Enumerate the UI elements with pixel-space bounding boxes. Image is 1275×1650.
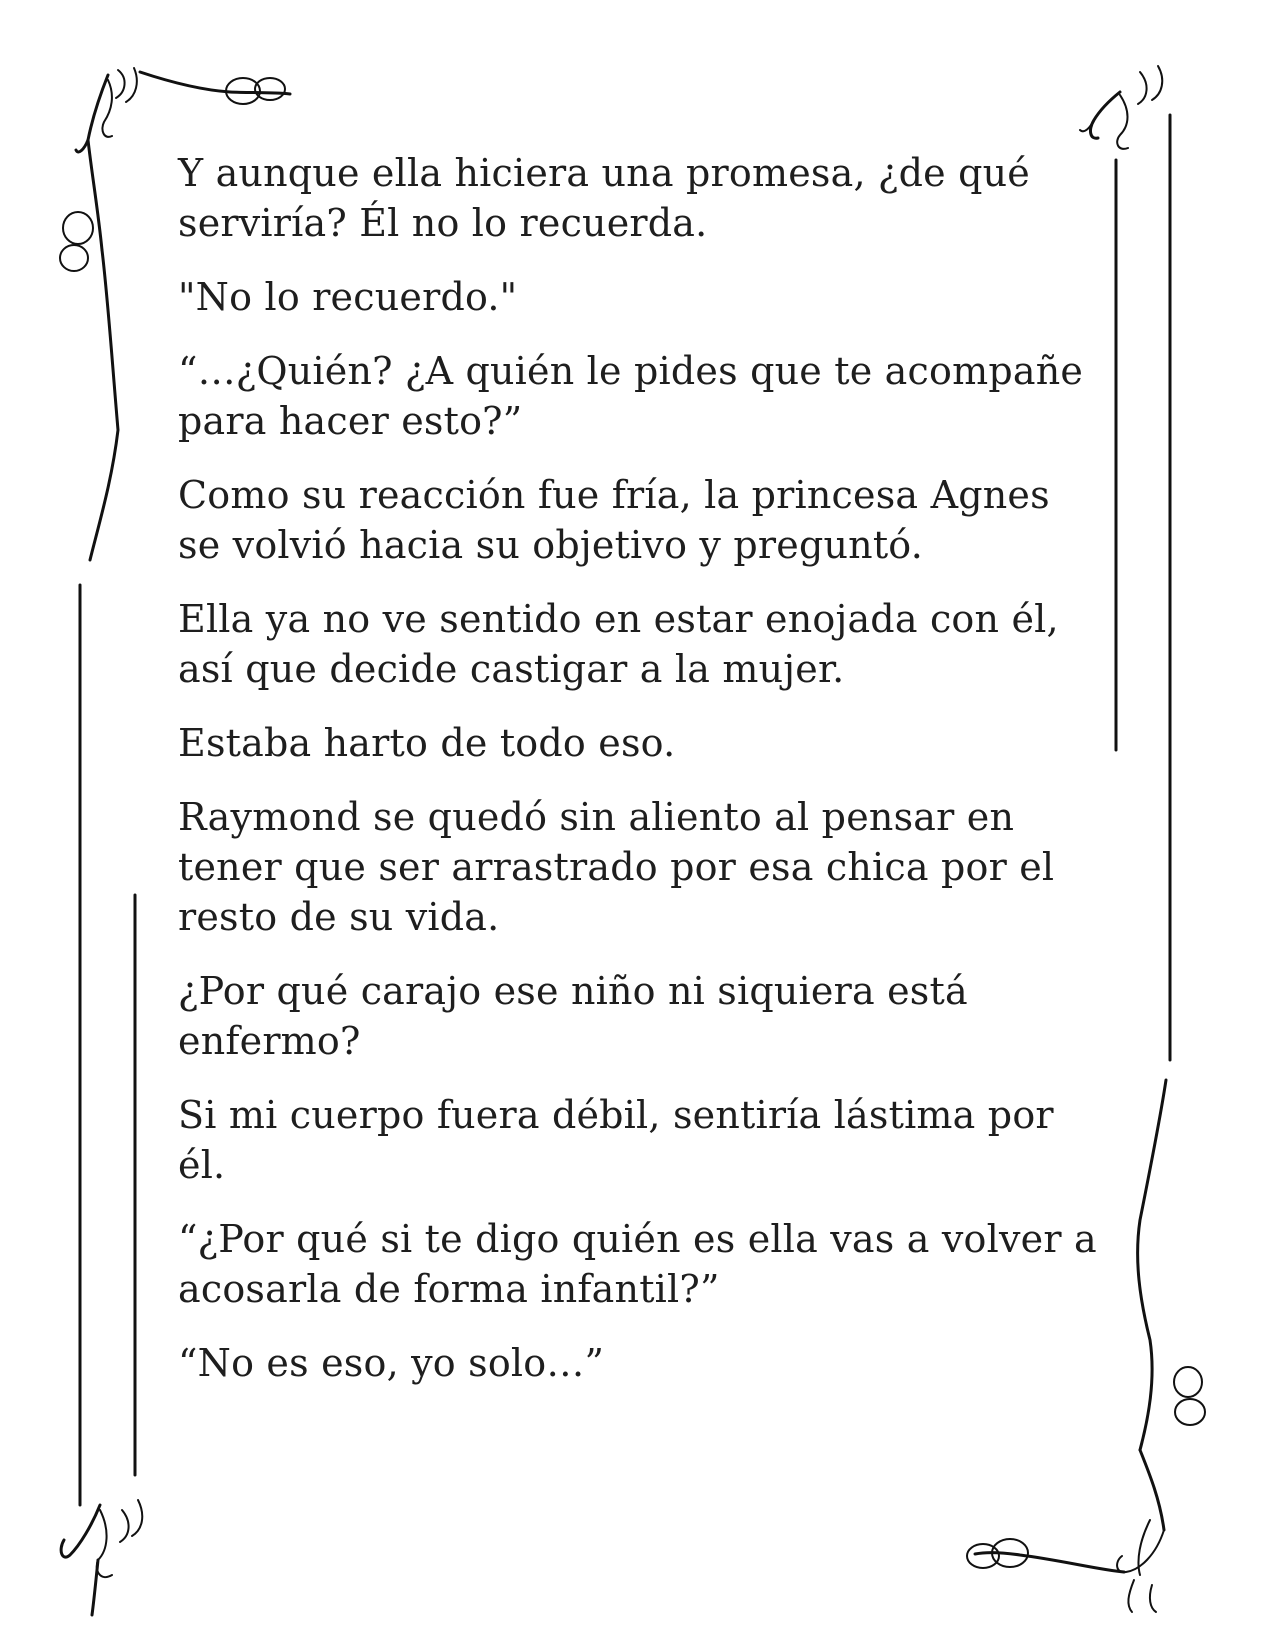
paragraph: Si mi cuerpo fuera débil, sentiría lástima por él.	[178, 1093, 1054, 1187]
paragraph: “¿Por qué si te digo quién es ella vas a volver a acosarla de forma infantil?”	[178, 1217, 1097, 1311]
paragraph: Raymond se quedó sin aliento al pensar en tener que ser arrastrado por esa chica por el resto de su vida.	[178, 795, 1055, 939]
paragraph: Estaba harto de todo eso.	[178, 721, 676, 765]
paragraph: Y aunque ella hiciera una promesa, ¿de qué serviría? Él no lo recuerda.	[178, 151, 1030, 245]
paragraph: “…¿Quién? ¿A quién le pides que te acompañe para hacer esto?”	[178, 349, 1084, 443]
paragraph: Como su reacción fue fría, la princesa Agnes se volvió hacia su objetivo y preguntó.	[178, 473, 1050, 567]
story-text	[178, 148, 1098, 1412]
paragraph: "No lo recuerdo."	[178, 275, 518, 319]
bottom-left-flourish-icon	[61, 1500, 142, 1615]
paragraph: “No es eso, yo solo…”	[178, 1341, 605, 1385]
top-right-flourish-icon	[1080, 66, 1162, 149]
paragraph: Ella ya no ve sentido en estar enojada con él, así que decide castigar a la mujer.	[178, 597, 1059, 691]
paragraph: ¿Por qué carajo ese niño ni siquiera está enfermo?	[178, 969, 968, 1063]
